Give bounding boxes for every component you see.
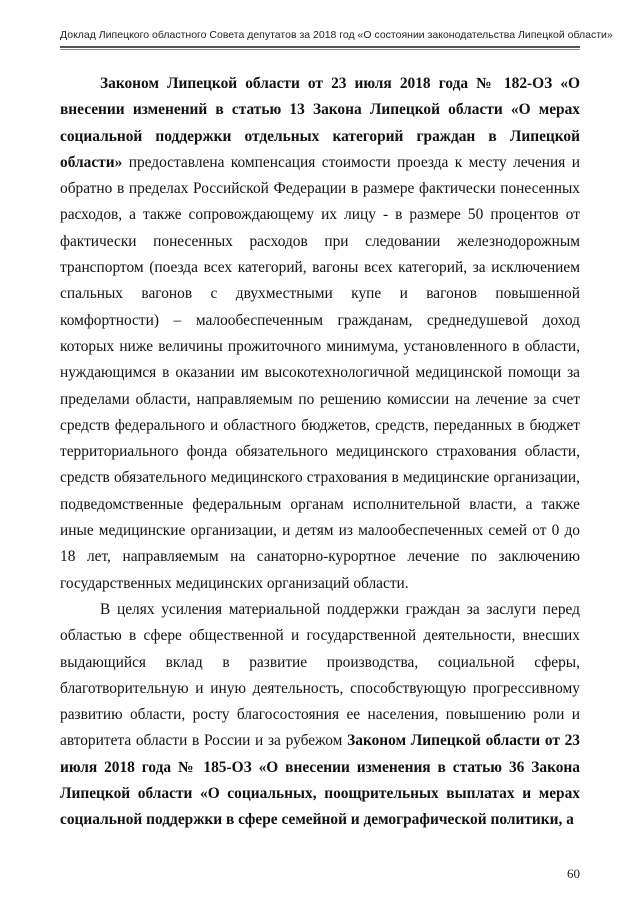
document-body xyxy=(60,71,580,834)
running-header: Доклад Липецкого областного Совета депутатов за 2018 год «О состоянии законодательства Липецкой области» xyxy=(60,29,613,41)
paragraph-law-185 xyxy=(60,597,580,834)
paragraph-text: предоставлена компенсация стоимости проезда к месту лечения и обратно в пределах Российской Федерации в размере фактически понесенных расходов, а также сопровождающему их лицу - в размере 50 процентов от фактически понесенных расходов при следовании железнодорожным транспортом (поезда всех категорий, вагоны всех категорий, за исключением спальных вагонов с двухместными купе и вагонов повышенной комфортности) – малообеспеченным гражданам, среднедушевой доход которых ниже величины прожиточного минимума, установленного в области, нуждающимся в оказании им высокотехнологичной медицинской помощи за пределами области, направляемым по решению комиссии на лечение за счет средств федерального и областного бюджетов, средств, переданных в бюджет территориального фонда обязательного медицинского страхования области, средств обязательного медицинского страхования в медицинские организации, подведомственные федеральным органам исполнительной власти, а также иные медицинские организации, и детям из малообеспеченных семей от 0 до 18 лет, направляемым на санаторно-курортное лечение по заключению государственных медицинских организаций области. xyxy=(60,153,580,592)
paragraph-law-182 xyxy=(60,71,580,597)
law-title-185: Законом Липецкой области от 23 июля 2018 года № 185-ОЗ «О внесении изменения в статью 36 Закона Липецкой области «О социальных, поощрительных выплатах и мерах социальной поддержки в сфере семейной и демографической политики, а xyxy=(60,732,581,829)
law-title-182: Законом Липецкой области от 23 июля 2018 года № 182-ОЗ «О внесении изменений в статью 13 Закона Липецкой области «О мерах социальной поддержки отдельных категорий граждан в Липецкой области» xyxy=(60,75,580,171)
page-number: 60 xyxy=(567,866,580,881)
header-divider xyxy=(60,46,580,50)
paragraph-text: В целях усиления материальной поддержки граждан за заслуги перед областью в сфере общественной и государственной деятельности, внесших выдающийся вклад в развитие производства, социальной сферы, благотворительную и иную деятельность, способствующую прогрессивному развитию области, росту благосостояния ее населения, повышению роли и авторитета области в России и за рубежом xyxy=(60,600,580,750)
